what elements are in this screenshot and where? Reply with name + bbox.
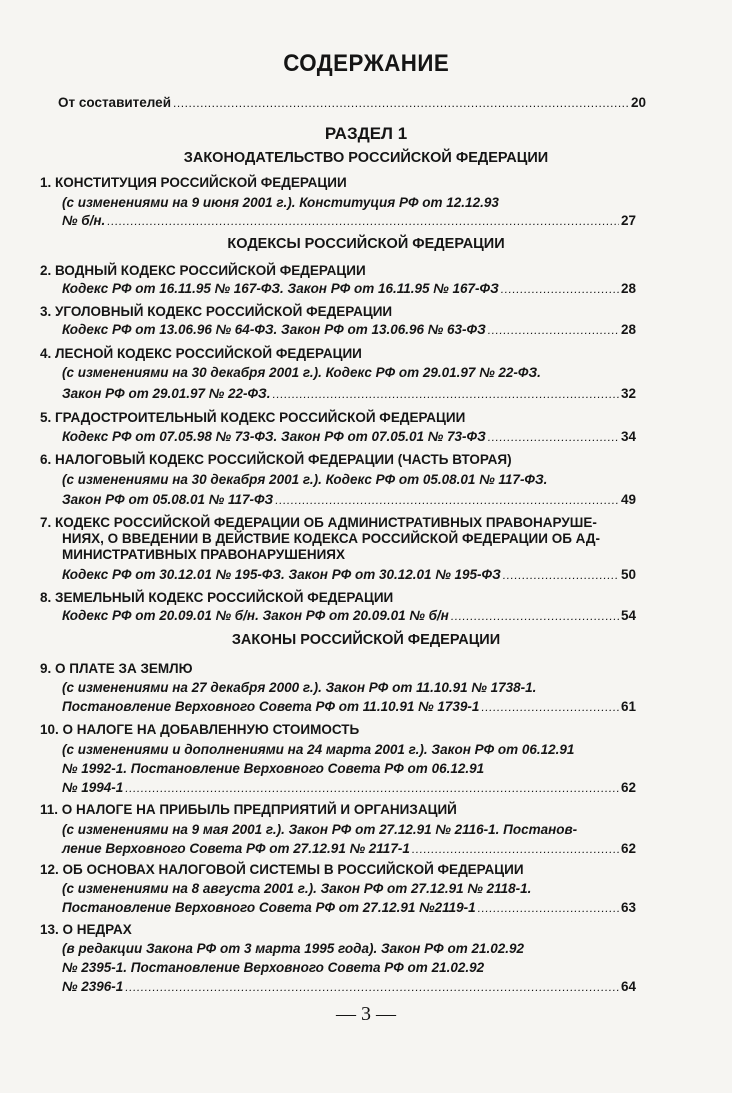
- toc-entry-title: 3. УГОЛОВНЫЙ КОДЕКС РОССИЙСКОЙ ФЕДЕРАЦИИ: [40, 304, 393, 319]
- toc-entry-page: 63: [620, 900, 636, 915]
- toc-entry-title: 9. О ПЛАТЕ ЗА ЗЕМЛЮ: [40, 661, 193, 676]
- toc-entry-page: 62: [620, 841, 636, 856]
- toc-entry-title: НИЯХ, О ВВЕДЕНИИ В ДЕЙСТВИЕ КОДЕКСА РОССИЙСКОЙ ФЕДЕРАЦИИ ОБ АД-: [62, 531, 601, 546]
- dot-leader: [481, 699, 619, 715]
- toc-entry-line: (с изменениями на 9 июня 2001 г.). Конституция РФ от 12.12.93: [62, 195, 499, 210]
- codes-heading: КОДЕКСЫ РОССИЙСКОЙ ФЕДЕРАЦИИ: [227, 236, 505, 252]
- dot-leader: [501, 281, 619, 297]
- section-subtitle: ЗАКОНОДАТЕЛЬСТВО РОССИЙСКОЙ ФЕДЕРАЦИИ: [183, 150, 549, 166]
- toc-entry-last-line: № 2396-1 . . . 64: [62, 979, 636, 995]
- toc-entry-title: 10. О НАЛОГЕ НА ДОБАВЛЕННУЮ СТОИМОСТЬ: [40, 722, 360, 737]
- toc-entry-title: 2. ВОДНЫЙ КОДЕКС РОССИЙСКОЙ ФЕДЕРАЦИИ: [40, 263, 366, 278]
- dot-leader: [412, 841, 619, 857]
- toc-entry-page: 50: [620, 567, 636, 582]
- toc-entry-line: (с изменениями на 27 декабря 2000 г.). Закон РФ от 11.10.91 № 1738-1.: [62, 680, 537, 695]
- toc-entry-line: (с изменениями и дополнениями на 24 марта 2001 г.). Закон РФ от 06.12.91: [62, 742, 575, 757]
- toc-entry-page: 49: [620, 492, 636, 507]
- toc-entry-last-line: Постановление Верховного Совета РФ от 27.12.91 №2119-1 . . . 63: [62, 900, 636, 916]
- page-number: — 3 —: [336, 1003, 396, 1025]
- dot-leader: [107, 213, 619, 229]
- toc-entry-last-line: ление Верховного Совета РФ от 27.12.91 № 2117-1 . . . 62: [62, 841, 636, 857]
- toc-entry-last-line: Кодекс РФ от 30.12.01 № 195-ФЗ. Закон РФ от 30.12.01 № 195-ФЗ . . . 50: [62, 567, 636, 583]
- dot-leader: [503, 567, 619, 583]
- toc-entry-line: (с изменениями на 30 декабря 2001 г.). Кодекс РФ от 29.01.97 № 22-ФЗ.: [62, 365, 541, 380]
- toc-entry-title: 8. ЗЕМЕЛЬНЫЙ КОДЕКС РОССИЙСКОЙ ФЕДЕРАЦИИ: [40, 590, 394, 605]
- toc-entry-title: 11. О НАЛОГЕ НА ПРИБЫЛЬ ПРЕДПРИЯТИЙ И ОРГАНИЗАЦИЙ: [40, 802, 457, 817]
- dot-leader: [488, 322, 619, 338]
- toc-entry-page: 54: [620, 608, 636, 623]
- toc-entry-title: 5. ГРАДОСТРОИТЕЛЬНЫЙ КОДЕКС РОССИЙСКОЙ ФЕДЕРАЦИИ: [40, 410, 466, 425]
- dot-leader: [478, 900, 619, 916]
- toc-entry-line: (с изменениями на 30 декабря 2001 г.). Кодекс РФ от 05.08.01 № 117-ФЗ.: [62, 472, 548, 487]
- page-title: СОДЕРЖАНИЕ: [282, 50, 450, 77]
- toc-entry-last-line: Кодекс РФ от 20.09.01 № б/н. Закон РФ от 20.09.01 № б/н . . . 54: [62, 608, 636, 624]
- toc-entry-page: 27: [620, 213, 636, 228]
- toc-entry-title: 6. НАЛОГОВЫЙ КОДЕКС РОССИЙСКОЙ ФЕДЕРАЦИИ (ЧАСТЬ ВТОРАЯ): [40, 452, 512, 467]
- dot-leader: [272, 386, 618, 402]
- toc-entry-page: 32: [620, 386, 636, 401]
- toc-entry-line: (с изменениями на 8 августа 2001 г.). Закон РФ от 27.12.91 № 2118-1.: [62, 881, 532, 896]
- laws-heading: ЗАКОНЫ РОССИЙСКОЙ ФЕДЕРАЦИИ: [231, 632, 501, 648]
- dot-leader: [173, 95, 629, 111]
- toc-entry-last-line: № б/н. . . . 27: [62, 213, 636, 229]
- dot-leader: [275, 492, 619, 508]
- toc-intro-page: 20: [630, 95, 646, 110]
- section-title: РАЗДЕЛ 1: [324, 124, 408, 143]
- toc-entry-last-line: Закон РФ от 29.01.97 № 22-ФЗ. . . . 32: [62, 386, 636, 402]
- toc-entry-last-line: Кодекс РФ от 07.05.98 № 73-ФЗ. Закон РФ от 07.05.01 № 73-ФЗ . . . 34: [62, 429, 636, 445]
- toc-entry-title: 12. ОБ ОСНОВАХ НАЛОГОВОЙ СИСТЕМЫ В РОССИЙСКОЙ ФЕДЕРАЦИИ: [40, 862, 524, 877]
- toc-entry-page: 64: [620, 979, 636, 994]
- dot-leader: [488, 429, 619, 445]
- toc-entry-title: 1. КОНСТИТУЦИЯ РОССИЙСКОЙ ФЕДЕРАЦИИ: [40, 175, 347, 190]
- toc-entry-last-line: № 1994-1 . . . 62: [62, 780, 636, 796]
- toc-entry-title: 7. КОДЕКС РОССИЙСКОЙ ФЕДЕРАЦИИ ОБ АДМИНИСТРАТИВНЫХ ПРАВОНАРУШЕ-: [40, 515, 597, 530]
- toc-entry-last-line: Кодекс РФ от 13.06.96 № 64-ФЗ. Закон РФ от 13.06.96 № 63-ФЗ . . . 28: [62, 322, 636, 338]
- toc-entry-page: 34: [620, 429, 636, 444]
- toc-entry-last-line: Постановление Верховного Совета РФ от 11.10.91 № 1739-1 . . . 61: [62, 699, 636, 715]
- toc-entry-page: 62: [620, 780, 636, 795]
- dot-leader: [451, 608, 619, 624]
- toc-entry-line: № 1992-1. Постановление Верховного Совета РФ от 06.12.91: [62, 761, 485, 776]
- toc-entry-title: 4. ЛЕСНОЙ КОДЕКС РОССИЙСКОЙ ФЕДЕРАЦИИ: [40, 346, 362, 361]
- toc-entry-last-line: Кодекс РФ от 16.11.95 № 167-ФЗ. Закон РФ от 16.11.95 № 167-ФЗ . . . 28: [62, 281, 636, 297]
- toc-entry-page: 28: [620, 281, 636, 296]
- dot-leader: [125, 979, 619, 995]
- toc-entry-last-line: Закон РФ от 05.08.01 № 117-ФЗ . . . 49: [62, 492, 636, 508]
- toc-entry-line: (в редакции Закона РФ от 3 марта 1995 года). Закон РФ от 21.02.92: [62, 941, 524, 956]
- toc-entry-title: МИНИСТРАТИВНЫХ ПРАВОНАРУШЕНИЯХ: [62, 547, 346, 562]
- toc-entry-page: 28: [620, 322, 636, 337]
- dot-leader: [125, 780, 619, 796]
- toc-entry-line: № 2395-1. Постановление Верховного Совета РФ от 21.02.92: [62, 960, 485, 975]
- toc-intro-label: От составителей: [58, 95, 171, 110]
- toc-entry-page: 61: [620, 699, 636, 714]
- toc-entry-line: (с изменениями на 9 мая 2001 г.). Закон РФ от 27.12.91 № 2116-1. Постанов-: [62, 822, 578, 837]
- toc-intro-row: [58, 95, 646, 111]
- toc-entry-title: 13. О НЕДРАХ: [40, 922, 132, 937]
